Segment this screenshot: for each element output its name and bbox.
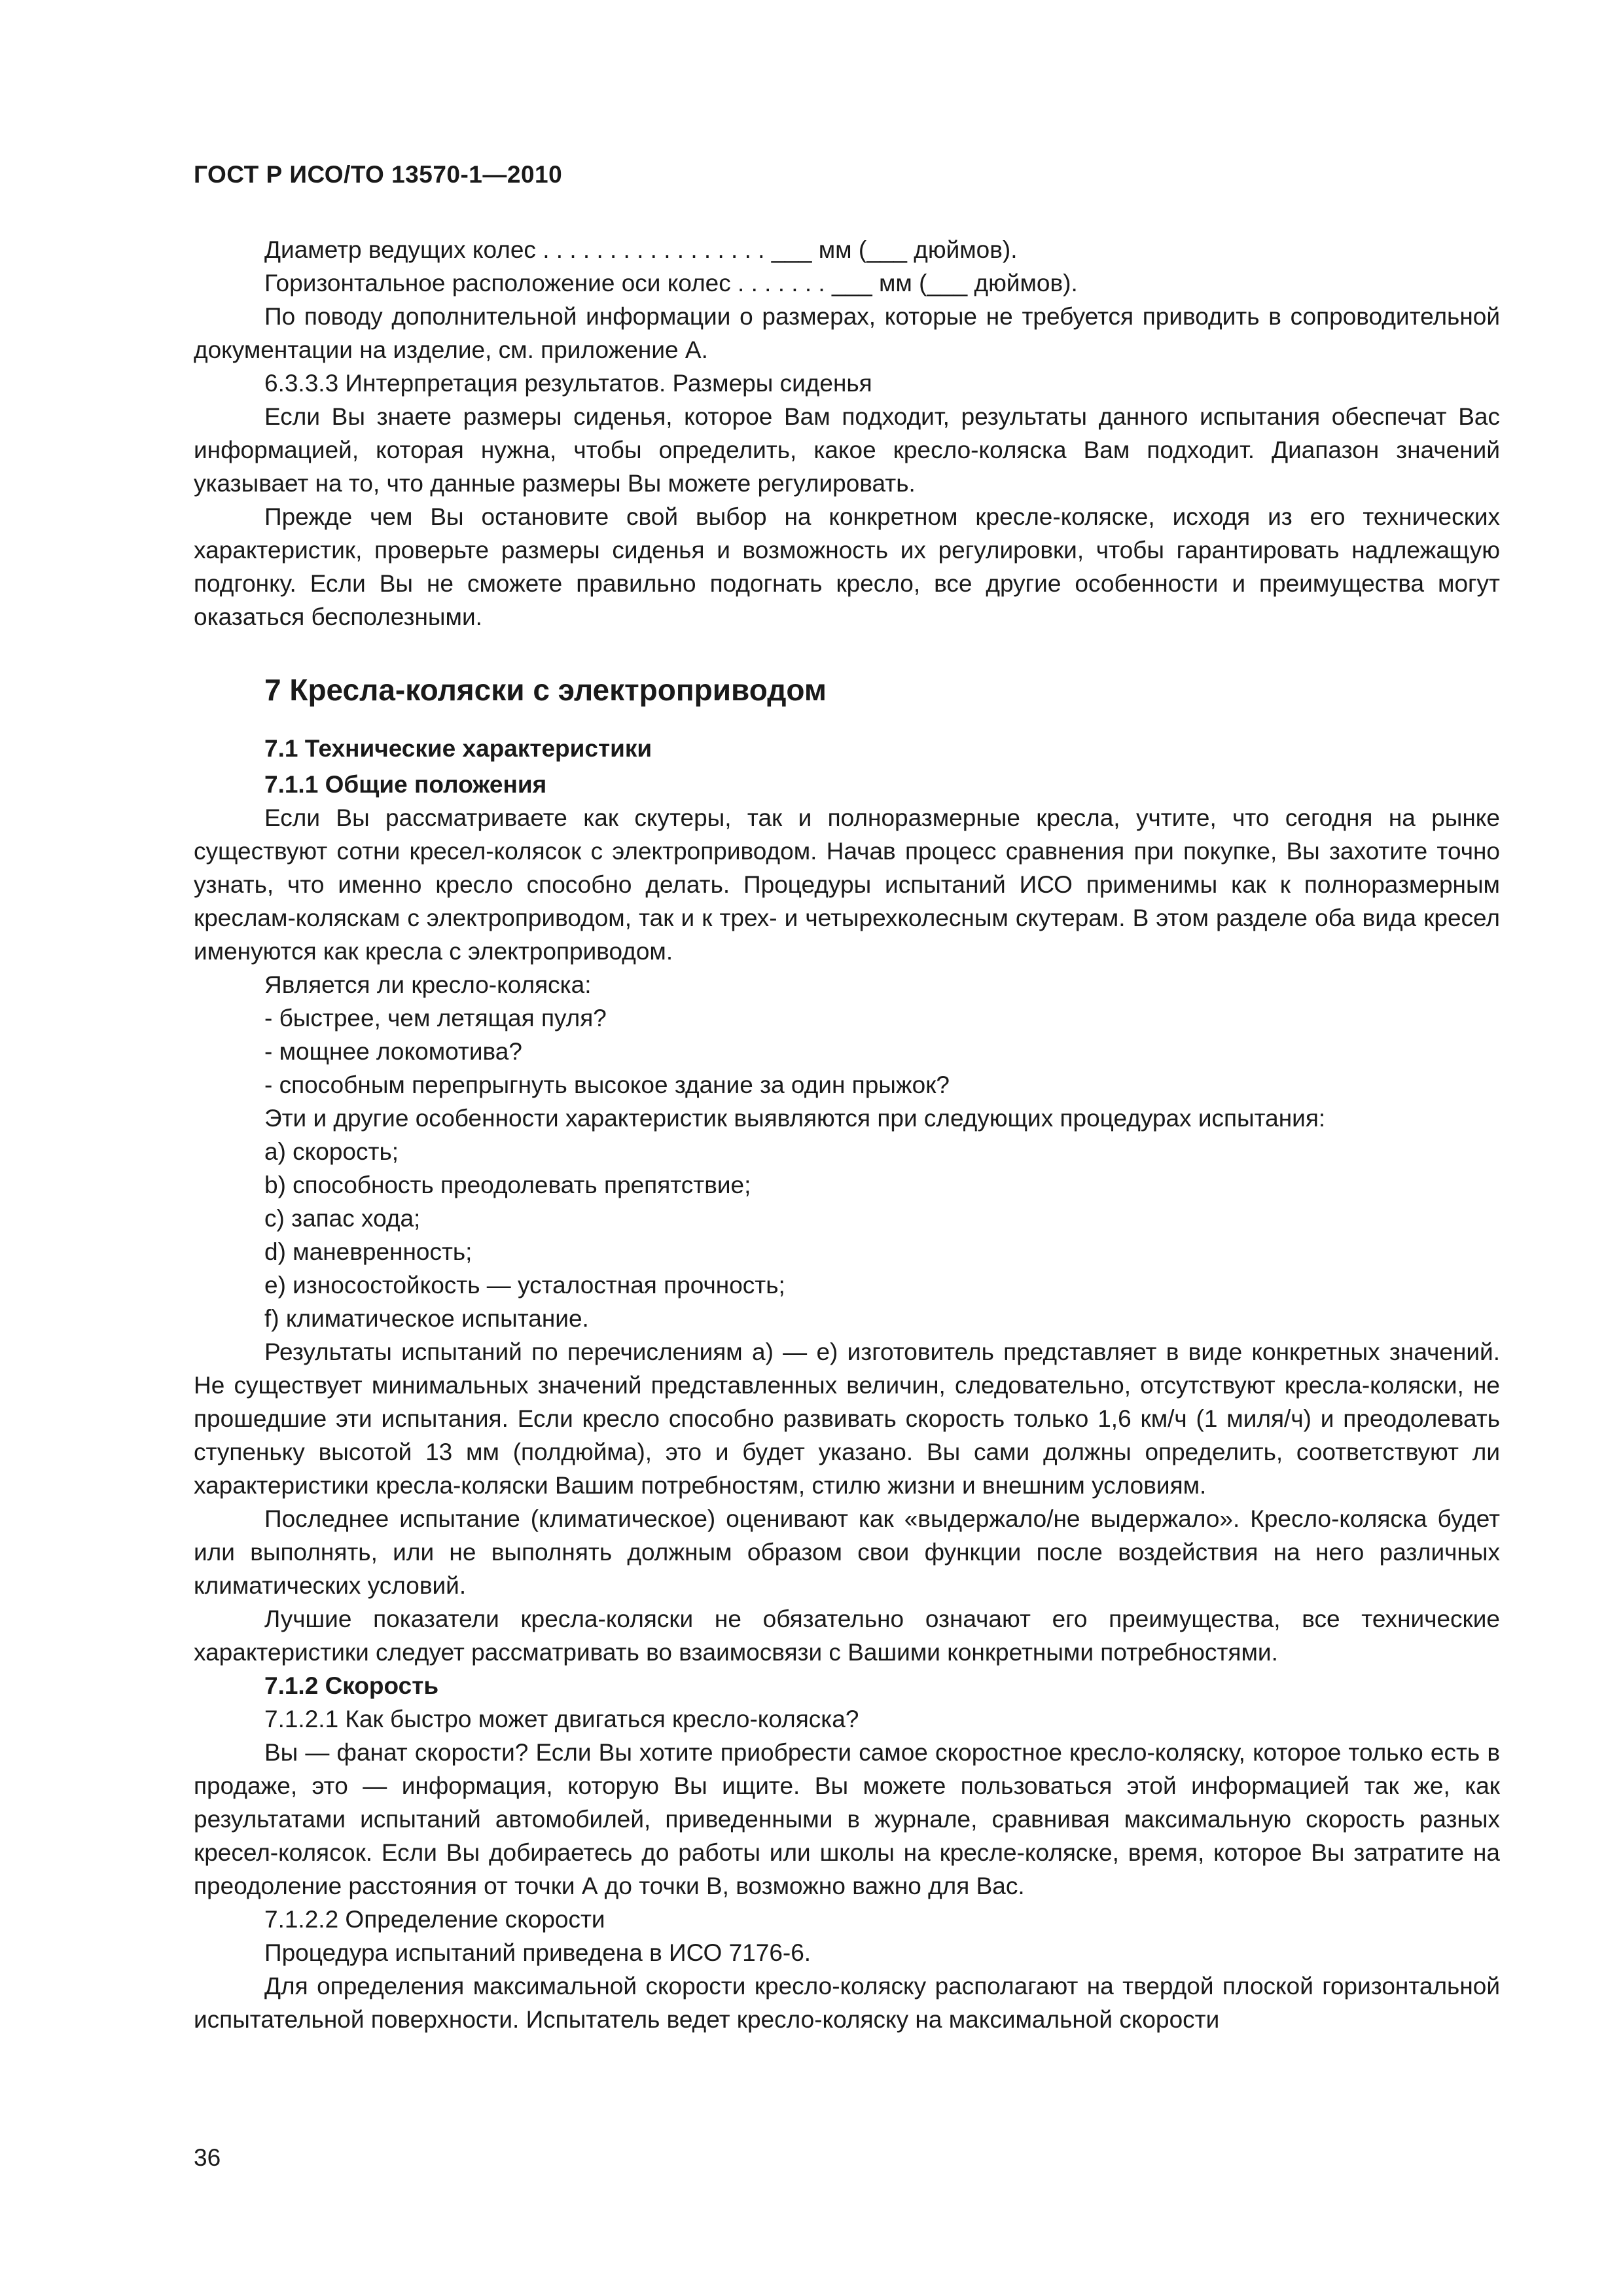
subsubsection-heading: 7.1.2 Скорость <box>264 1672 439 1699</box>
paragraph: Для определения максимальной скорости кресло-коляску располагают на твердой плоской горизонтальной испытательной поверхности. Испытатель ведет кресло-коляску на максимальной скорости <box>194 1973 1500 2033</box>
paragraph: Если Вы рассматриваете как скутеры, так и полноразмерные кресла, учтите, что сегодня на рынке существуют сотни кресел-колясок с электроприводом. Начав процесс сравнения при покупке, Вы захотите точно узнать, что именно кресло способно делать. Процедуры испытаний ИСО применимы как к полноразмерным креслам-коляскам с электроприводом, так и к трех- и четырехколесным скутерам. В этом разделе оба вида кресел именуются как кресла с электроприводом. <box>194 804 1500 965</box>
unit-inches: ___ дюймов). <box>866 236 1018 263</box>
leader-dots: . . . . . . . . . . . . . . . . . <box>535 236 772 263</box>
dash-item: - мощнее локомотива? <box>264 1038 522 1065</box>
question-line: Является ли кресло-коляска: <box>264 971 592 998</box>
paragraph: Вы — фанат скорости? Если Вы хотите приобрести самое скоростное кресло-коляску, которое только есть в продаже, это — информация, которую Вы ищите. Вы можете пользоваться этой информацией так же, как результатами испытаний автомобилей, приведенными в журнале, сравнивая максимальную скорость разных кресел-колясок. Если Вы добираетесь до работы или школы на кресле-коляске, время, которое Вы затратите на преодоление расстояния от точки А до точки В, возможно важно для Вас. <box>194 1739 1500 1899</box>
dimension-label: Диаметр ведущих колес <box>264 236 536 263</box>
list-item: d) маневренность; <box>264 1238 473 1265</box>
clause-heading: 6.3.3.3 Интерпретация результатов. Размеры сиденья <box>264 370 872 397</box>
list-lead: Эти и другие особенности характеристик выявляются при следующих процедурах испытания: <box>264 1105 1326 1132</box>
paragraph: Результаты испытаний по перечислениям a) — e) изготовитель представляет в виде конкретных значений. Не существует минимальных значений представленных величин, следовательно, отсутствуют кресла-коляски, не прошедшие эти испытания. Если кресло способно развивать скорость только 1,6 км/ч (1 миля/ч) и преодолевать ступеньку высотой 13 мм (полдюйма), это и будет указано. Вы сами должны определить, соответствуют ли характеристики кресла-коляски Вашим потребностям, стилю жизни и внешним условиям. <box>194 1338 1500 1499</box>
subsubsection-heading: 7.1.1 Общие положения <box>264 771 547 798</box>
list-item: f) климатическое испытание. <box>264 1305 589 1332</box>
document-header: ГОСТ Р ИСО/ТО 13570-1—2010 <box>194 161 563 188</box>
document-body <box>194 233 1500 2036</box>
paragraph: Процедура испытаний приведена в ИСО 7176-6. <box>264 1939 812 1966</box>
unit-inches: ___ дюймов). <box>927 270 1078 296</box>
paragraph: Если Вы знаете размеры сиденья, которое Вам подходит, результаты данного испытания обеспечат Вас информацией, которая нужна, чтобы определить, какое кресло-коляска Вам подходит. Диапазон значений указывает на то, что данные размеры Вы можете регулировать. <box>194 403 1500 497</box>
clause-heading: 7.1.2.1 Как быстро может двигаться кресло-коляска? <box>264 1706 859 1732</box>
list-item: e) износостойкость — усталостная прочность; <box>264 1272 785 1299</box>
dimension-label: Горизонтальное расположение оси колес <box>264 270 731 296</box>
list-item: c) запас хода; <box>264 1205 421 1232</box>
leader-dots: . . . . . . . <box>730 270 832 296</box>
subsection-heading: 7.1 Технические характеристики <box>264 735 652 762</box>
paragraph: Лучшие показатели кресла-коляски не обязательно означают его преимущества, все технические характеристики следует рассматривать во взаимосвязи с Вашими конкретными потребностями. <box>194 1605 1500 1666</box>
paragraph: Прежде чем Вы остановите свой выбор на конкретном кресле-коляске, исходя из его технических характеристик, проверьте размеры сиденья и возможность их регулировки, чтобы гарантировать надлежащую подгонку. Если Вы не сможете правильно подогнать кресло, все другие особенности и преимущества могут оказаться бесполезными. <box>194 503 1500 630</box>
paragraph: По поводу дополнительной информации о размерах, которые не требуется приводить в сопроводительной документации на изделие, см. приложение А. <box>194 303 1500 363</box>
list-item: b) способность преодолевать препятствие; <box>264 1172 751 1198</box>
unit-mm: ___ мм ( <box>771 236 867 263</box>
dimension-row-axle-position <box>194 266 1500 300</box>
list-item: a) скорость; <box>264 1138 399 1165</box>
page-number: 36 <box>194 2144 221 2171</box>
dimension-row-wheel-diameter <box>194 233 1500 266</box>
dash-item: - быстрее, чем летящая пуля? <box>264 1005 607 1031</box>
unit-mm: ___ мм ( <box>831 270 927 296</box>
paragraph: Последнее испытание (климатическое) оценивают как «выдержало/не выдержало». Кресло-коляска будет или выполнять, или не выполнять должным образом свои функции после воздействия на него различных климатических условий. <box>194 1505 1500 1599</box>
dash-item: - способным перепрыгнуть высокое здание за один прыжок? <box>264 1071 950 1098</box>
section-heading: 7 Кресла-коляски с электроприводом <box>264 673 827 707</box>
clause-heading: 7.1.2.2 Определение скорости <box>264 1906 605 1933</box>
